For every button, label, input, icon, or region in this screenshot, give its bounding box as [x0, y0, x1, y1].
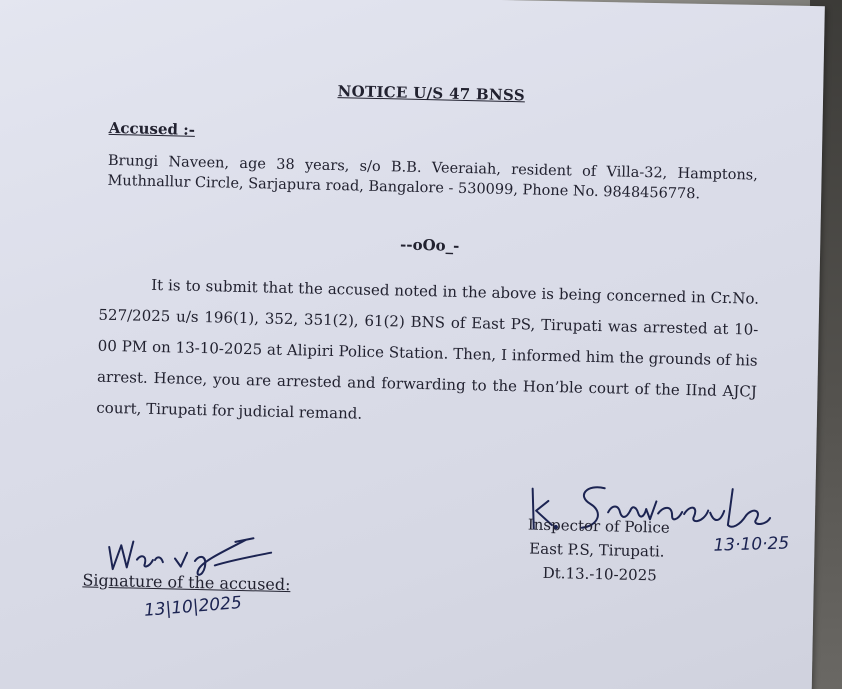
accused-signature-label: Signature of the accused:: [82, 570, 291, 595]
accused-details: Brungi Naveen, age 38 years, s/o B.B. Veeraiah, resident of Villa-32, Hamptons, Muthnallur Circle, Sarjapura road, Bangalore - 530099, Phone No. 9848456778.: [107, 152, 758, 203]
officer-date: Dt.13.-10-2025: [542, 563, 658, 585]
officer-station: East P.S, Tirupati.: [529, 539, 665, 561]
officer-handwritten-date: 13·10·25: [713, 533, 790, 556]
notice-title: NOTICE U/S 47 BNSS: [337, 82, 526, 105]
section-divider: --oOo_-: [399, 235, 460, 255]
officer-designation: Inspector of Police: [527, 515, 670, 537]
accused-label: Accused :-: [108, 118, 196, 139]
notice-body: It is to submit that the accused noted in the above is being concerned in Cr.No. 527/2025 u/s 196(1), 352, 351(2), 61(2) BNS of East PS, Tirupati was arrested at 10-00 PM on 13-10-2025 at Alipiri Police Station. Then, I informed him the grounds of his arrest. Hence, you are arrested and forwarding to the Hon’ble court of the IInd AJCJ court, Tirupati for judicial remand.: [96, 275, 760, 423]
officer-signature-block: [526, 512, 728, 589]
accused-handwritten-date: 13|10|2025: [143, 592, 243, 621]
